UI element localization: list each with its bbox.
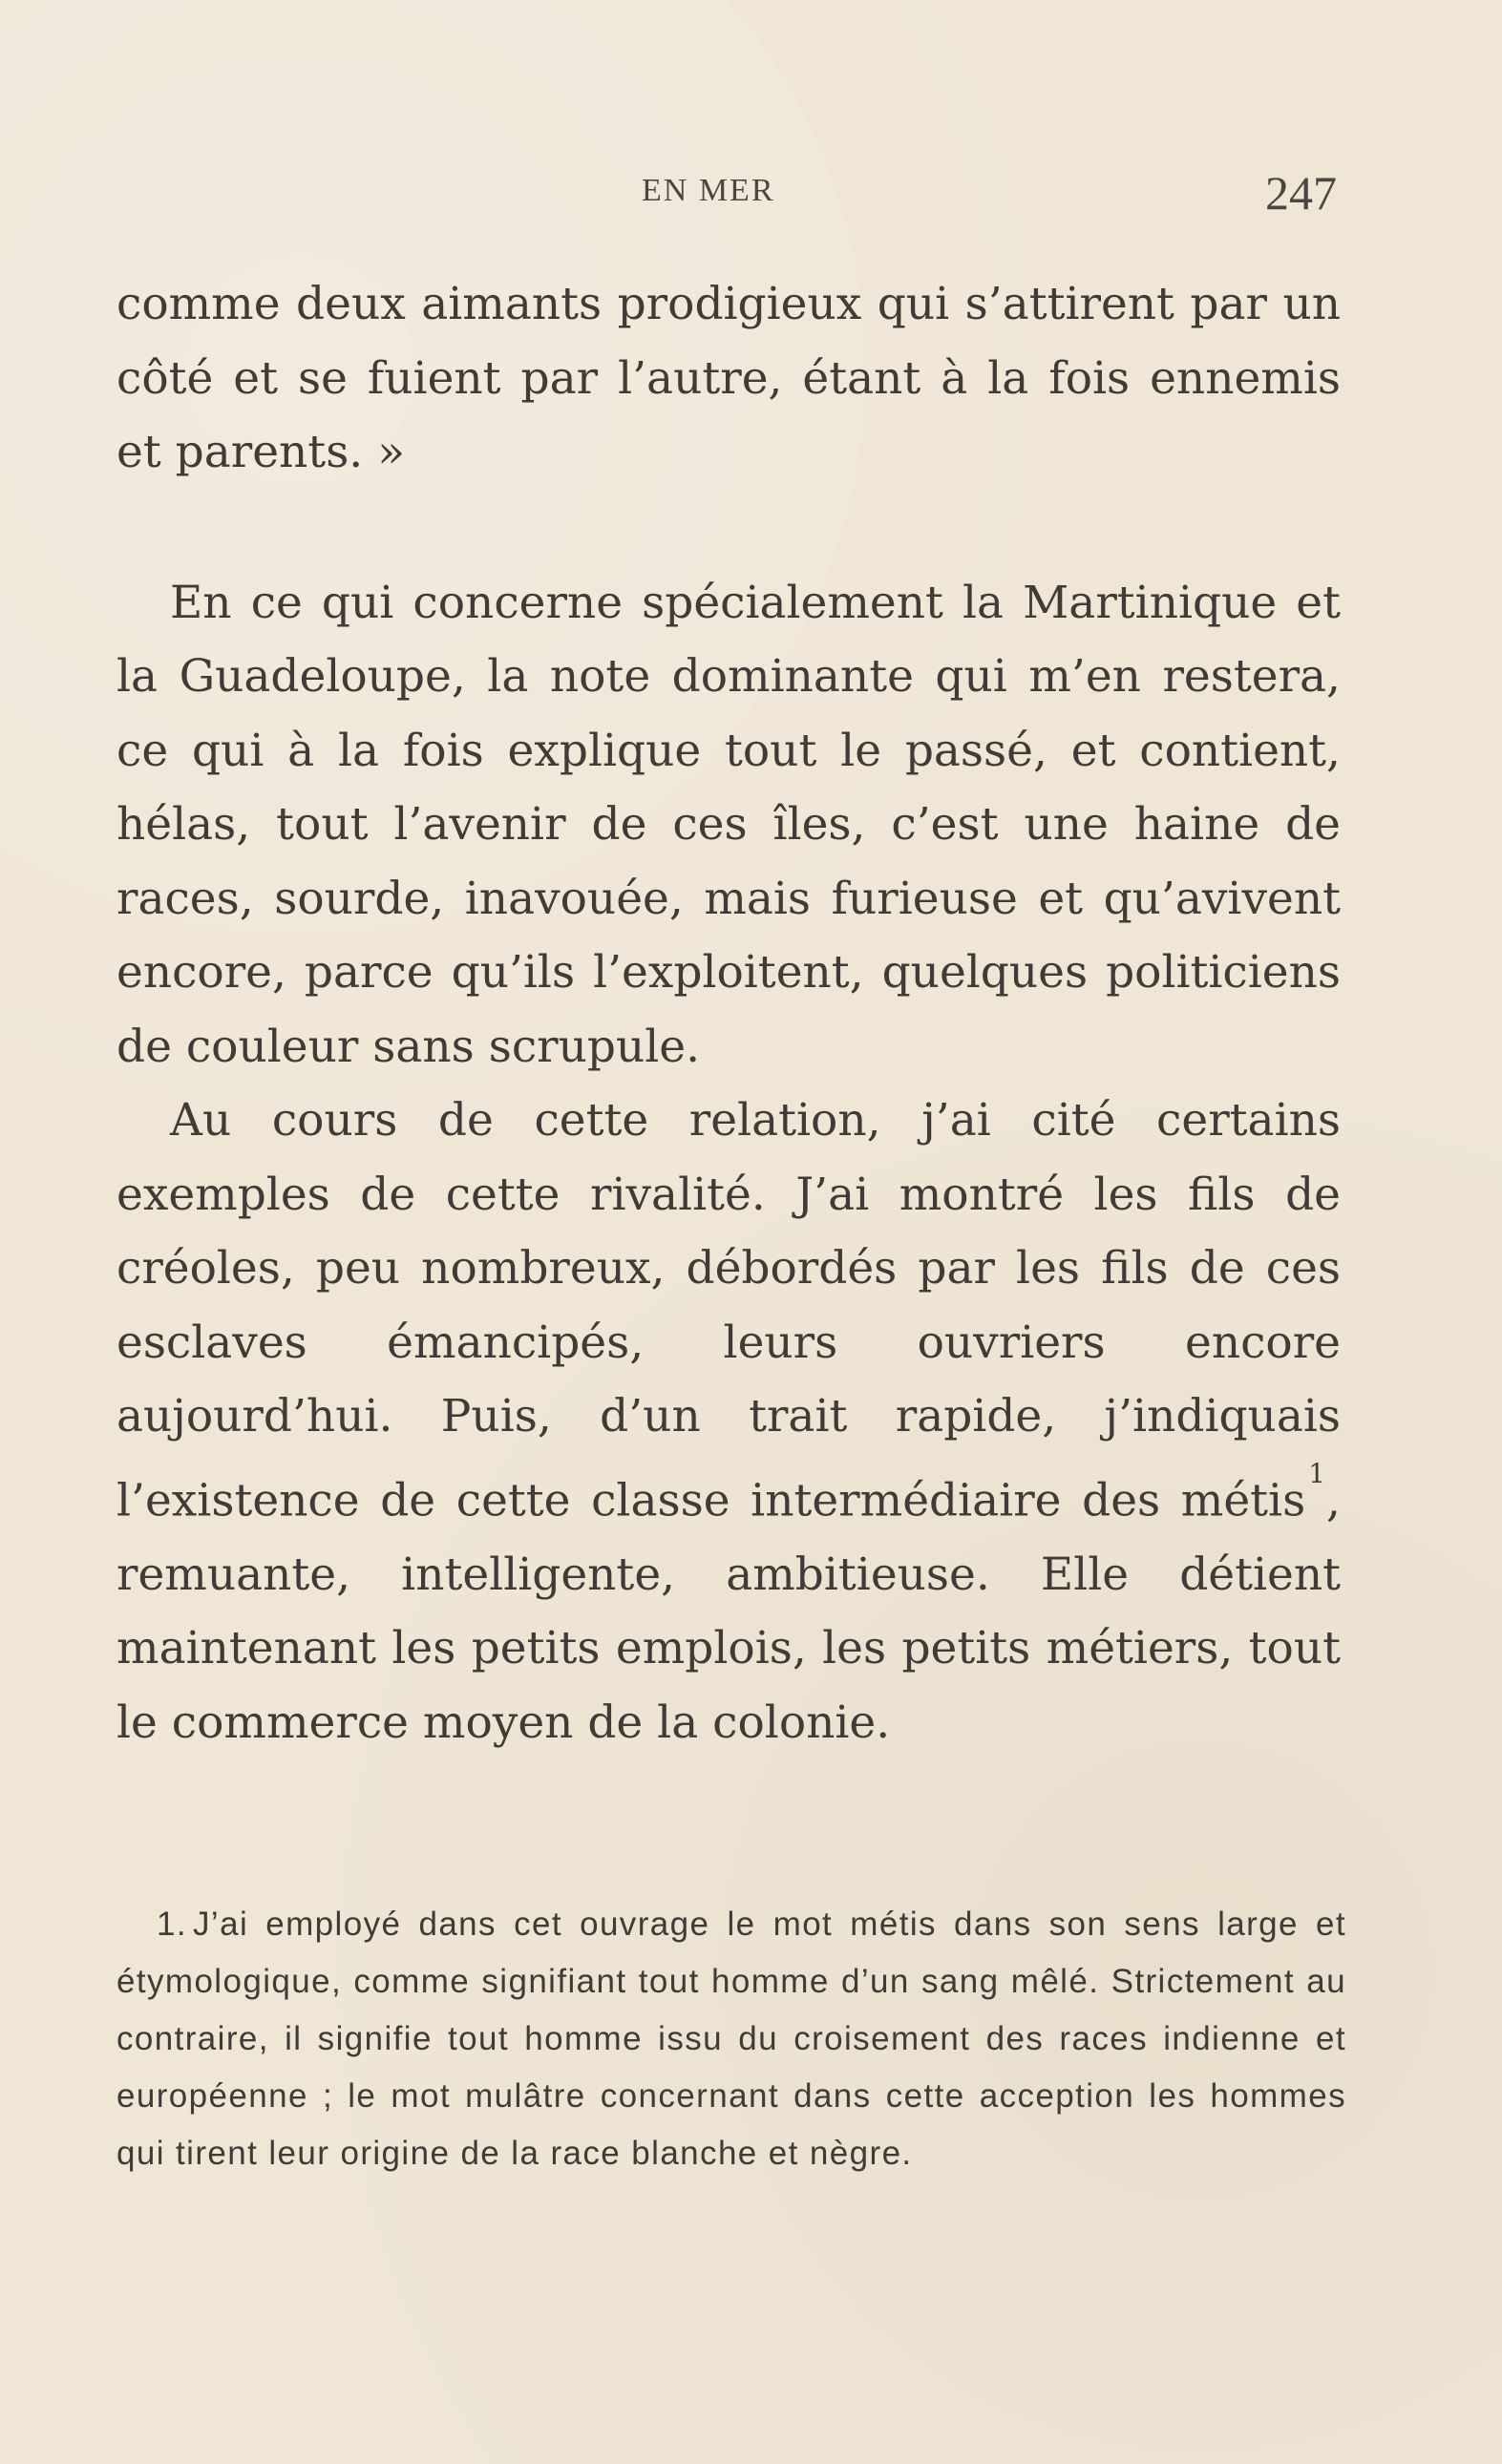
page-header <box>116 165 1337 222</box>
running-title: EN MER <box>642 173 775 208</box>
footnote-number: 1. <box>157 1906 187 1943</box>
footnote <box>116 1896 1346 2182</box>
paragraph-3-text-before-note: Au cours de cette relation, j’ai cité certains exemples de cette rivalité. J’ai montré les fils de créoles, peu nombreux, débordés par les fils de ces esclaves émancipés, leurs ouvriers encore aujourd’hui. Puis, d’un trait rapide, j’indiquais l’existence de cette classe intermédiaire des métis <box>116 1094 1341 1527</box>
paragraph-2: En ce qui concerne spécialement la Martinique et la Guadeloupe, la note dominante qui m’en restera, ce qui à la fois explique tout le passé, et contient, hélas, tout l’avenir de ces îles, c’est une haine de races, sourde, inavouée, mais furieuse et qu’avivent encore, parce qu’ils l’exploitent, quelques politiciens de couleur sans scrupule. <box>116 576 1341 1073</box>
main-text <box>116 267 1341 1759</box>
page-number: 247 <box>1265 166 1337 220</box>
paragraph-3 <box>116 1084 1341 1759</box>
paragraph-3-text-after-note: , remuante, intelligente, ambitieuse. Elle détient maintenant les petits emplois, les petits métiers, tout le commerce moyen de la colonie. <box>116 1474 1341 1749</box>
footnote-reference: 1 <box>1308 1457 1326 1489</box>
footnote-text: J’ai employé dans cet ouvrage le mot métis dans son sens large et étymologique, comme signifiant tout homme d’un sang mêlé. Strictement au contraire, il signifie tout homme issu du croisement des races indienne et européenne ; le mot mulâtre concernant dans cette acception les hommes qui tirent leur origine de la race blanche et nègre. <box>116 1906 1346 2172</box>
paragraph-1: comme deux aimants prodigieux qui s’attirent par un côté et se fuient par l’autre, étant à la fois ennemis et parents. » <box>116 278 1341 478</box>
